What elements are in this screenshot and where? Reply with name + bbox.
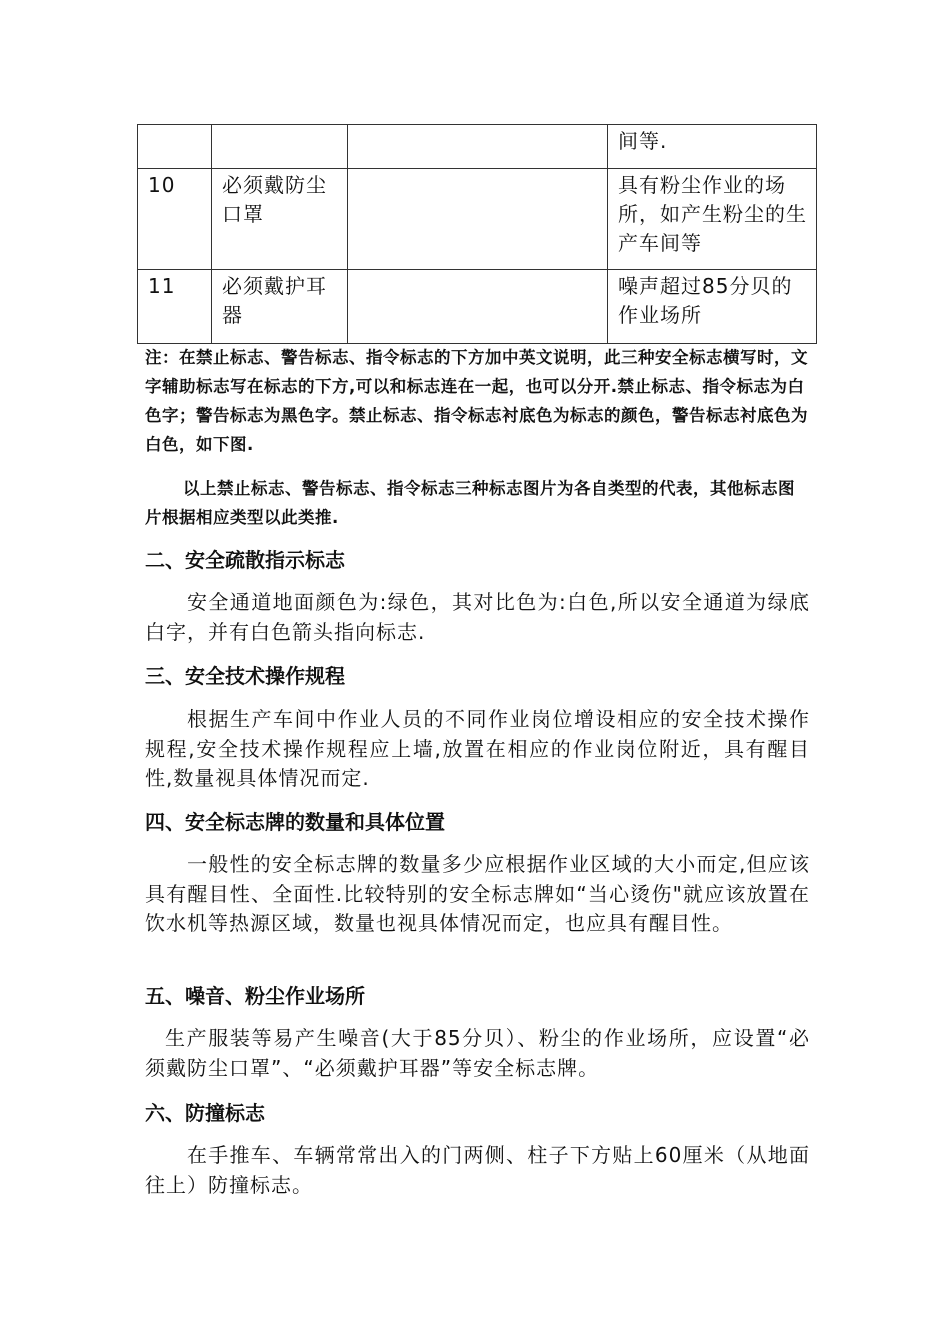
table-row: [138, 169, 817, 270]
cell-no: 10: [138, 169, 212, 270]
cell-no: 11: [138, 270, 212, 344]
cell-place: 间等.: [608, 125, 817, 169]
cell-name: [212, 125, 348, 169]
section-heading: 六、防撞标志: [145, 1101, 265, 1125]
cell-image: [348, 270, 608, 344]
cell-name: 必须戴防尘口罩: [212, 169, 348, 270]
cell-image: [348, 125, 608, 169]
section-body: 根据生产车间中作业人员的不同作业岗位增设相应的安全技术操作规程,安全技术操作规程应上墙,放置在相应的作业岗位附近，具有醒目性,数量视具体情况而定.: [145, 707, 810, 790]
table-note-2: 以上禁止标志、警告标志、指令标志三种标志图片为各自类型的代表，其他标志图片根据相应类型以此类推.: [145, 479, 795, 527]
section-body: 在手推车、车辆常常出入的门两侧、柱子下方贴上60厘米（从地面往上）防撞标志。: [145, 1143, 810, 1197]
section-body: 生产服装等易产生噪音(大于85分贝）、粉尘的作业场所，应设置“必须戴防尘口罩”、“必须戴护耳器”等安全标志牌。: [145, 1026, 810, 1080]
section-body: 安全通道地面颜色为:绿色，其对比色为:白色,所以安全通道为绿底白字，并有白色箭头指向标志.: [145, 590, 810, 644]
cell-place: 噪声超过85分贝的作业场所: [608, 270, 817, 344]
section-body: 一般性的安全标志牌的数量多少应根据作业区域的大小而定,但应该具有醒目性、全面性.比较特别的安全标志牌如“当心烫伤"就应该放置在饮水机等热源区域，数量也视具体情况而定，也应具有醒目性。: [145, 852, 810, 935]
section-heading: 四、安全标志牌的数量和具体位置: [145, 810, 445, 834]
table-row: [138, 270, 817, 344]
cell-no: [138, 125, 212, 169]
cell-name: 必须戴护耳器: [212, 270, 348, 344]
section-heading: 五、噪音、粉尘作业场所: [145, 984, 365, 1008]
section-heading: 二、安全疏散指示标志: [145, 548, 345, 572]
table-note: 注：在禁止标志、警告标志、指令标志的下方加中英文说明，此三种安全标志横写时，文字辅助标志写在标志的下方,可以和标志连在一起，也可以分开.禁止标志、指令标志为白色字；警告标志为黑色字。禁止标志、指令标志衬底色为标志的颜色，警告标志衬底色为白色，如下图.: [145, 348, 808, 454]
safety-sign-table: [137, 124, 817, 344]
cell-place: 具有粉尘作业的场所，如产生粉尘的生产车间等: [608, 169, 817, 270]
section-heading: 三、安全技术操作规程: [145, 664, 345, 688]
cell-image: [348, 169, 608, 270]
table-row: [138, 125, 817, 169]
